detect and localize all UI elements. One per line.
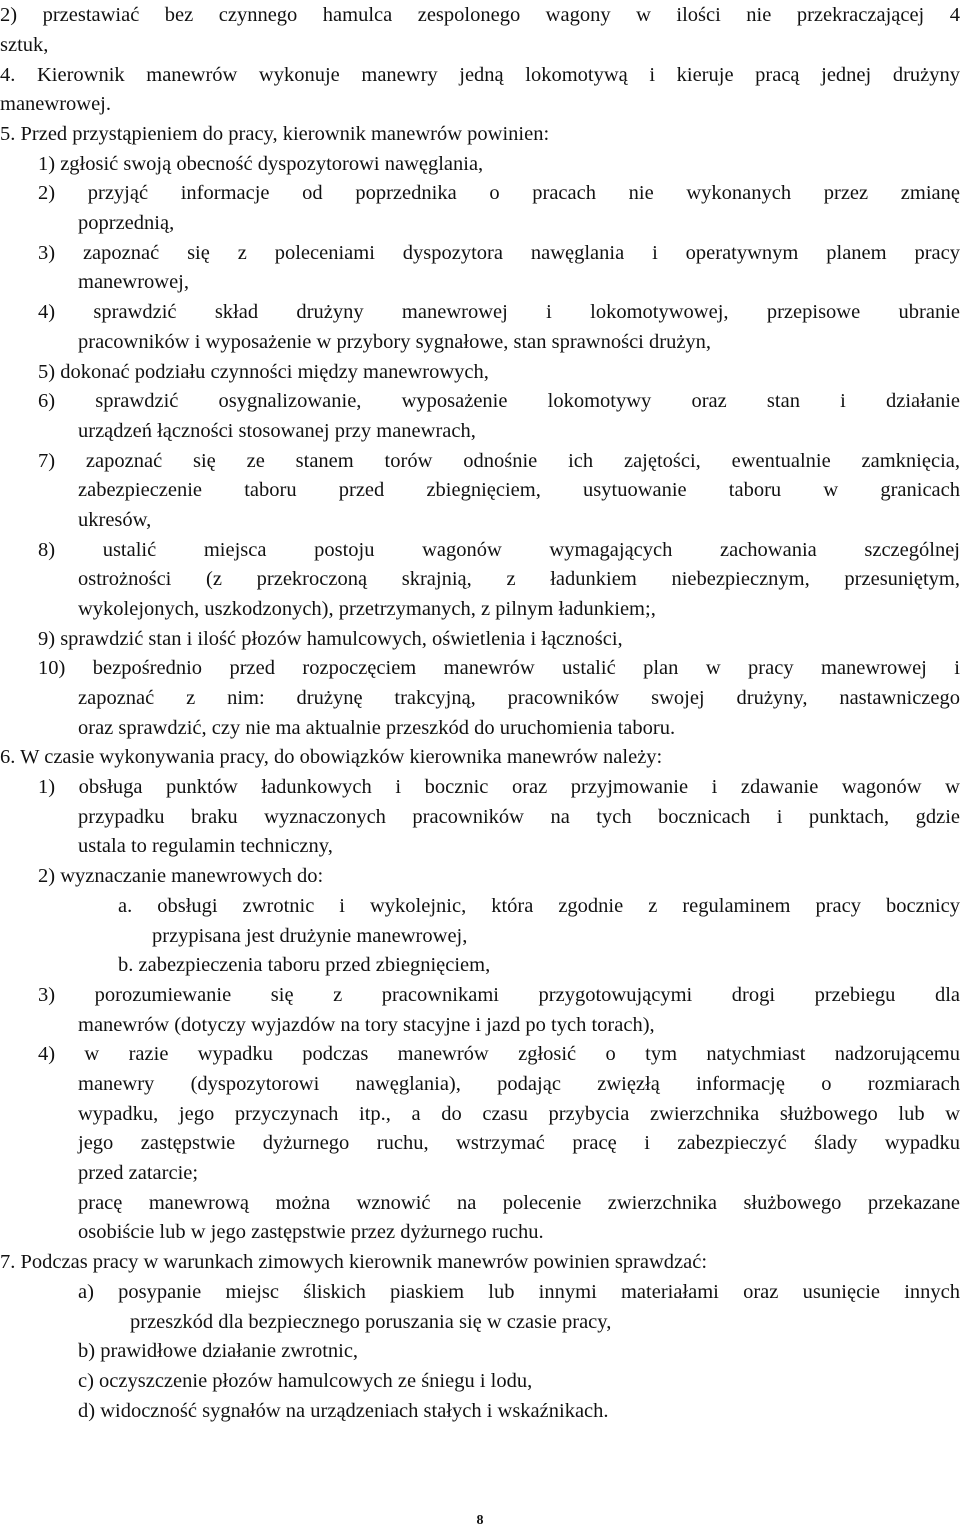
text-line: manewrów (dotyczy wyjazdów na tory stacyjne i jazd po tych torach), [78,1014,655,1036]
text-line: a. obsługi zwrotnic i wykolejnic, która zgodnie z regulaminem pracy bocznicy [118,895,960,917]
text-line: 5. Przed przystąpieniem do pracy, kierownik manewrów powinien: [0,123,550,145]
text-line: b) prawidłowe działanie zwrotnic, [78,1340,359,1362]
text-line: przypisana jest drużynie manewrowej, [152,925,468,947]
text-line: oraz sprawdzić, czy nie ma aktualnie przeszkód do uruchomienia taboru. [78,717,676,739]
text-line: przypadku braku wyznaczonych pracowników na tych bocznicach i punktach, gdzie [78,806,960,828]
text-line: 2) przestawiać bez czynnego hamulca zespolonego wagony w ilości nie przekraczającej 4 [0,4,960,26]
text-line: ustala to regulamin techniczny, [78,835,333,857]
text-line: zapoznać z nim: drużynę trakcyjną, pracowników swojej drużyny, nastawniczego [78,687,960,709]
text-line: manewrowej, [78,271,189,293]
text-line: 3) porozumiewanie się z pracownikami przygotowującymi drogi przebiegu dla [38,984,960,1006]
text-line: zabezpieczenie taboru przed zbiegnięciem, usytuowanie taboru w granicach [78,479,960,501]
text-line: wykolejonych, uszkodzonych), przetrzymanych, z pilnym ładunkiem;, [78,598,656,620]
text-line: ukresów, [78,509,152,531]
text-line: c) oczyszczenie płozów hamulcowych ze śniegu i lodu, [78,1370,533,1392]
page-number: 8 [476,1513,484,1528]
text-line: b. zabezpieczenia taboru przed zbiegnięciem, [118,954,491,976]
text-line: d) widoczność sygnałów na urządzeniach stałych i wskaźnikach. [78,1400,609,1422]
text-line: 8) ustalić miejsca postoju wagonów wymagających zachowania szczególnej [38,539,960,561]
text-line: 2) wyznaczanie manewrowych do: [38,865,324,887]
text-line: ostrożności (z przekroczoną skrajnią, z ładunkiem niebezpiecznym, przesuniętym, [78,568,960,590]
text-line: 7) zapoznać się ze stanem torów odnośnie ich zajętości, ewentualnie zamknięcia, [38,450,960,472]
text-line: osobiście lub w jego zastępstwie przez dyżurnego ruchu. [78,1221,544,1243]
text-line: 3) zapoznać się z poleceniami dyspozytora nawęglania i operatywnym planem pracy [38,242,960,264]
text-line: 2) przyjąć informacje od poprzednika o pracach nie wykonanych przez zmianę [38,182,960,204]
text-line: sztuk, [0,34,49,56]
text-line: 1) obsługa punktów ładunkowych i bocznic oraz przyjmowanie i zdawanie wagonów w [38,776,960,798]
text-line: 4) sprawdzić skład drużyny manewrowej i lokomotywowej, przepisowe ubranie [38,301,960,323]
text-line: jego zastępstwie dyżurnego ruchu, wstrzymać pracę i zabezpieczyć ślady wypadku [78,1132,960,1154]
text-line: przeszkód dla bezpiecznego poruszania się w czasie pracy, [130,1311,612,1333]
text-line: pracę manewrową można wznowić na polecenie zwierzchnika służbowego przekazane [78,1192,960,1214]
text-line: 6. W czasie wykonywania pracy, do obowiązków kierownika manewrów należy: [0,746,663,768]
text-line: 5) dokonać podziału czynności między manewrowych, [38,361,489,383]
text-line: 1) zgłosić swoją obecność dyspozytorowi nawęglania, [38,153,484,175]
text-line: 10) bezpośrednio przed rozpoczęciem manewrów ustalić plan w pracy manewrowej i [38,657,960,679]
text-line: 4. Kierownik manewrów wykonuje manewry jedną lokomotywą i kieruje pracą jednej drużyny [0,64,960,86]
text-line: a) posypanie miejsc śliskich piaskiem lub innymi materiałami oraz usunięcie innych [78,1281,960,1303]
text-line: pracowników i wyposażenie w przybory sygnałowe, stan sprawności drużyn, [78,331,712,353]
text-line: przed zatarcie; [78,1162,199,1184]
text-line: poprzednią, [78,212,175,234]
text-line: 6) sprawdzić osygnalizowanie, wyposażenie lokomotywy oraz stan i działanie [38,390,960,412]
text-line: 9) sprawdzić stan i ilość płozów hamulcowych, oświetlenia i łączności, [38,628,623,650]
text-line: manewry (dyspozytorowi nawęglania), podając zwięzłą informację o rozmiarach [78,1073,960,1095]
text-line: 4) w razie wypadku podczas manewrów zgłosić o tym natychmiast nadzorującemu [38,1043,960,1065]
text-line: manewrowej. [0,93,111,115]
text-line: 7. Podczas pracy w warunkach zimowych kierownik manewrów powinien sprawdzać: [0,1251,708,1273]
text-line: urządzeń łączności stosowanej przy manewrach, [78,420,476,442]
text-line: wypadku, jego przyczynach itp., a do czasu przybycia zwierzchnika służbowego lub w [78,1103,960,1125]
